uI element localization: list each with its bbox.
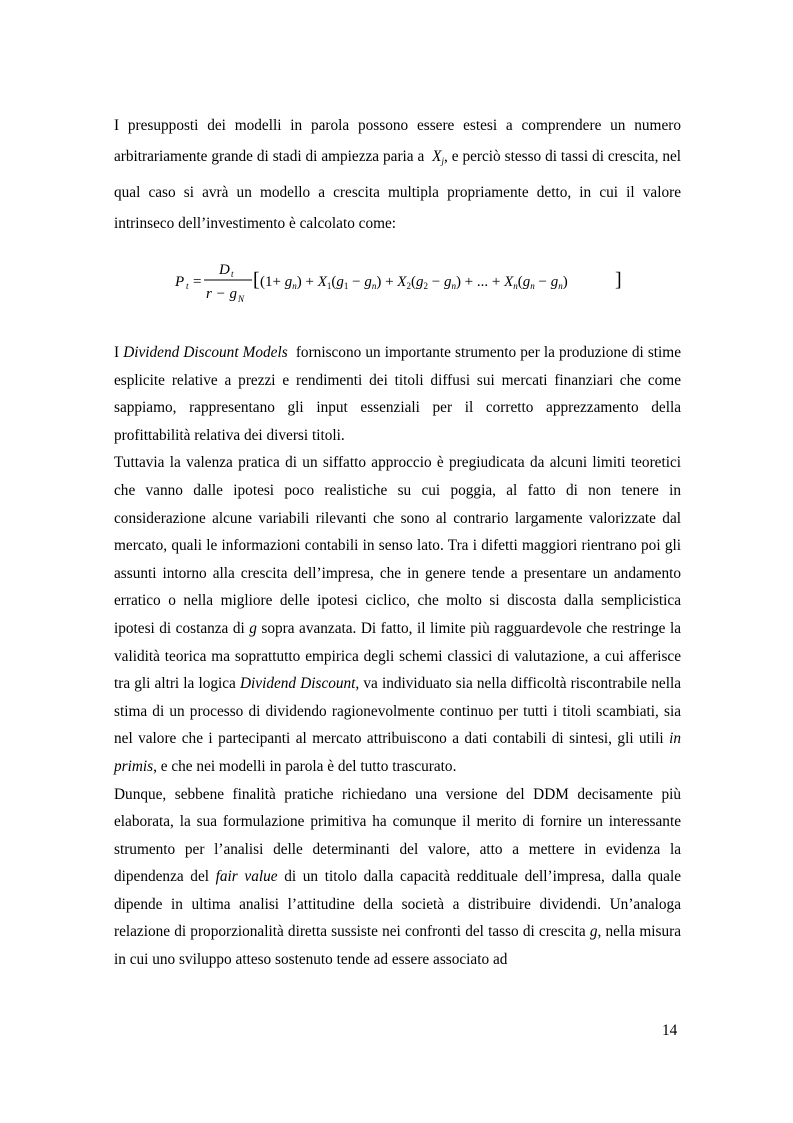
p3-var-g: g: [249, 619, 257, 637]
eq-equals: =: [193, 274, 202, 290]
equation-multistage-ddm: [175, 258, 635, 308]
p4-text-c: , nella misura in cui uno sviluppo atteso sostenuto tende ad essere associato ad: [114, 923, 682, 969]
p3-text-b: sopra avanzata. Di fatto, il limite più ragguardevole che restringe la validità teorica ma soprattutto empirica degli schemi classici di valutazione, a cui afferisce tra gli altri la logica: [114, 619, 681, 693]
p3-text-a: Tuttavia la valenza pratica di un siffatto approccio è pregiudicata da alcuni limiti teoretici che vanno dalle ipotesi poco realistiche su cui poggia, al fatto di non tenere in considerazione alcune variabili rilevanti che sono al contrario largamente valorizzate dal mercato, quali le informazioni contabili in senso lato. Tra i difetti maggiori rientrano poi gli assunti intorno alla crescita dell’impresa, che in genere tende a presentare un andamento erratico o nella migliore delle ipotesi ciclico, che molto si discosta dalla semplicistica ipotesi di costanza di: [114, 454, 681, 637]
paragraph-1: [114, 110, 681, 239]
p3-text-d: , e che nei modelli in parola è del tutto trascurato.: [153, 757, 457, 775]
p3-emphasis: Dividend Discount,: [240, 675, 360, 693]
var-x: X: [432, 148, 442, 165]
p2-text-a: I: [114, 344, 120, 361]
var-x-sub: j: [441, 156, 445, 166]
eq-lhs: P: [175, 274, 185, 290]
eq-close-bracket: ]: [615, 269, 622, 291]
eq-denominator: r − g: [206, 286, 237, 302]
eq-terms: $(1+ g_n) + X_1(g_1 - g_n) + X_2(g_2 - g_n)$ + ... + $X_n(g_n - g_n)$: [260, 274, 568, 291]
eq-numerator-sub: t: [231, 269, 234, 279]
eq-lhs-sub: t: [186, 281, 189, 291]
p4-text-a: Dunque, sebbene finalità pratiche richiedano una versione del DDM decisamente più elaborata, la sua formulazione primitiva ha comunque il merito di fornire un interessante strumento per l’analisi delle determinanti del valore, atto a mettere in evidenza la dipendenza del: [114, 785, 681, 886]
eq-open-bracket: [: [253, 269, 260, 291]
p1-text-a: I presupposti dei modelli in parola possono essere estesi a comprendere un numero arbitrariamente grande di stadi di ampiezza paria a: [114, 117, 681, 165]
equation-svg: [175, 258, 635, 308]
p3-text-c: va individuato sia nella difficoltà riscontrabile nella stima di un processo di dividendo ragionevolmente continuo per tutti i titoli scambiati, sia nel valore che i partecipanti al mercato attribuiscono a dati contabili di sintesi, gli utili: [114, 675, 681, 748]
p4-emphasis: fair value: [215, 868, 278, 886]
p1-text-b: , e perciò stesso di tassi di crescita, nel qual caso si avrà un modello a crescita multipla propriamente detto, in cui il valore intrinseco dell’investimento è calcolato come:: [114, 148, 682, 232]
p4-var-g: g: [589, 923, 598, 941]
eq-denominator-sub: N: [238, 294, 245, 304]
p3-emphasis-2: in primis: [114, 730, 681, 775]
page-number: 14: [662, 1022, 678, 1039]
paragraph-2: [114, 339, 681, 974]
p2-emphasis: Dividend Discount Models: [123, 344, 288, 361]
p4-text-b: di un titolo dalla capacità reddituale dell’impresa, dalla quale dipende in ultima analisi l’attitudine della società a distribuire dividendi. Un’analoga relazione di proporzionalità diretta sussiste nei confronti del tasso di crescita: [114, 868, 682, 941]
p2-text-b: forniscono un importante strumento per la produzione di stime esplicite relative a prezzi e rendimenti dei titoli diffusi sui mercati finanziari che come sappiamo, rappresentano gli input essenziali per il corretto apprezzamento della profittabilità relativa dei diversi titoli.: [114, 344, 681, 444]
eq-numerator: D: [219, 262, 230, 278]
